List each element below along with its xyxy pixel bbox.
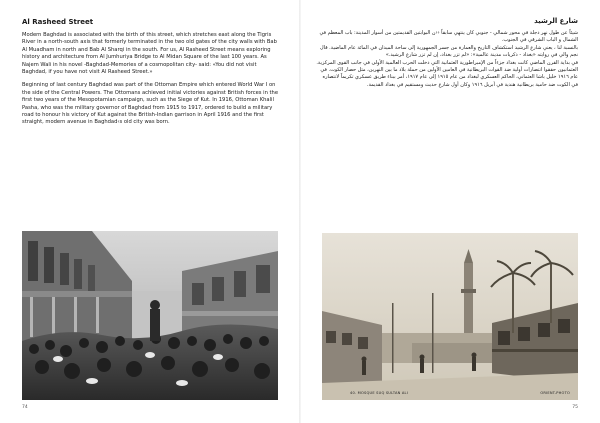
- left-page-number: 74: [22, 405, 28, 410]
- page-gutter: [299, 0, 301, 423]
- right-paragraph-3: في بداية القرن الماضي كانت بغداد جزءاً من الإمبراطورية العثمانية التي دخلت الحرب العالمية الأولى في جانب القوى المركزية. العثمانيون حققوا انتصارات أولية ضد القوات البريطانية في العامين الأولين من حملة بلاد ما بين النهرين، مثل حصار الكوت. في عام ١٩١٦ خليل باشا العثماني، الحاكم العسكري لبغداد من عام ١٩١٥ إلى عام ١٩١٧، أمر ببناء طريق عسكري تكريماً لانتصاره في الكوت ضد حامية بريطانية هندية في أبريل ١٩١٦ وكان أول شارع حديث ومستقيم في بغداد القديمة.: [316, 59, 578, 88]
- postcard-caption: 40. MOSQUE SUQ SULTAN ALI: [350, 391, 408, 395]
- left-paragraph-2: Beginning of last century Baghdad was part of the Ottoman Empire which entered World War I on the side of the Central Powers. The Ottomans achieved initial victories against British forces in the first two years of the Mesopotamian campaign, such as the Siege of Kut. In 1916, Ottoman Khalil Pasha, who was the military governor of Baghdad from 1915 to 1917, ordered to build a military road to honour his victory of Kut against the British-Indian garrison in April 1916 and the first straight, modern avenue in Baghdad‹s old city was born.: [22, 82, 279, 126]
- left-page-body: [22, 32, 280, 133]
- right-paragraph-2: بالنسبة لنا ، يعني شارع الرشيد استكشاف التاريخ والعمارة من جسر الجمهورية إلى ساحة الميدان في المائة عام الماضية. قال نجم والي في روايته «بغداد - ذكريات مدينة عالمية»: «لم تزر بغداد، إن لم تزر شارع الرشيد.»: [320, 44, 578, 59]
- historical-crowd-photo: [22, 231, 278, 400]
- right-paragraph-1: شيئاً عن طول نهر دجلة في محور شمالي - جنوبي كان ينتهي سابقاً ‹‹ن البوابتين القديمتين من أسوار المدينة: باب المعظم في الشمال و الباب الشرقي في الجنوب.: [319, 30, 578, 44]
- historical-mosque-postcard: [322, 233, 578, 400]
- left-page-title: Al Rasheed Street: [22, 18, 94, 26]
- crowd-street-image: [22, 231, 278, 400]
- postcard-credit: ORIENT-PHOTO: [540, 391, 570, 395]
- right-page-number: 75: [572, 405, 578, 410]
- mosque-street-image: [322, 233, 578, 400]
- right-page-title: شارع الرشيد: [534, 17, 578, 25]
- left-paragraph-1: Modern Baghdad is associated with the birth of this street, which stretches east along the Tigris River in a north-south axis that formerly terminated in the two old gates of the city walls with Bab Al Muadham in north and Bab Al Sharqi in the south. For us, Al Rasheed Street means exploring history and architecture from Al Jumhuriya Bridge to Al Midan Square of the last 100 years. As Najem Wali in his novel -Baghdad-Memories of a cosmopolitan city- said: «You did not visit Baghdad, if you have not visit Al Rasheed Street.»: [22, 32, 277, 76]
- right-page-body: [316, 30, 578, 89]
